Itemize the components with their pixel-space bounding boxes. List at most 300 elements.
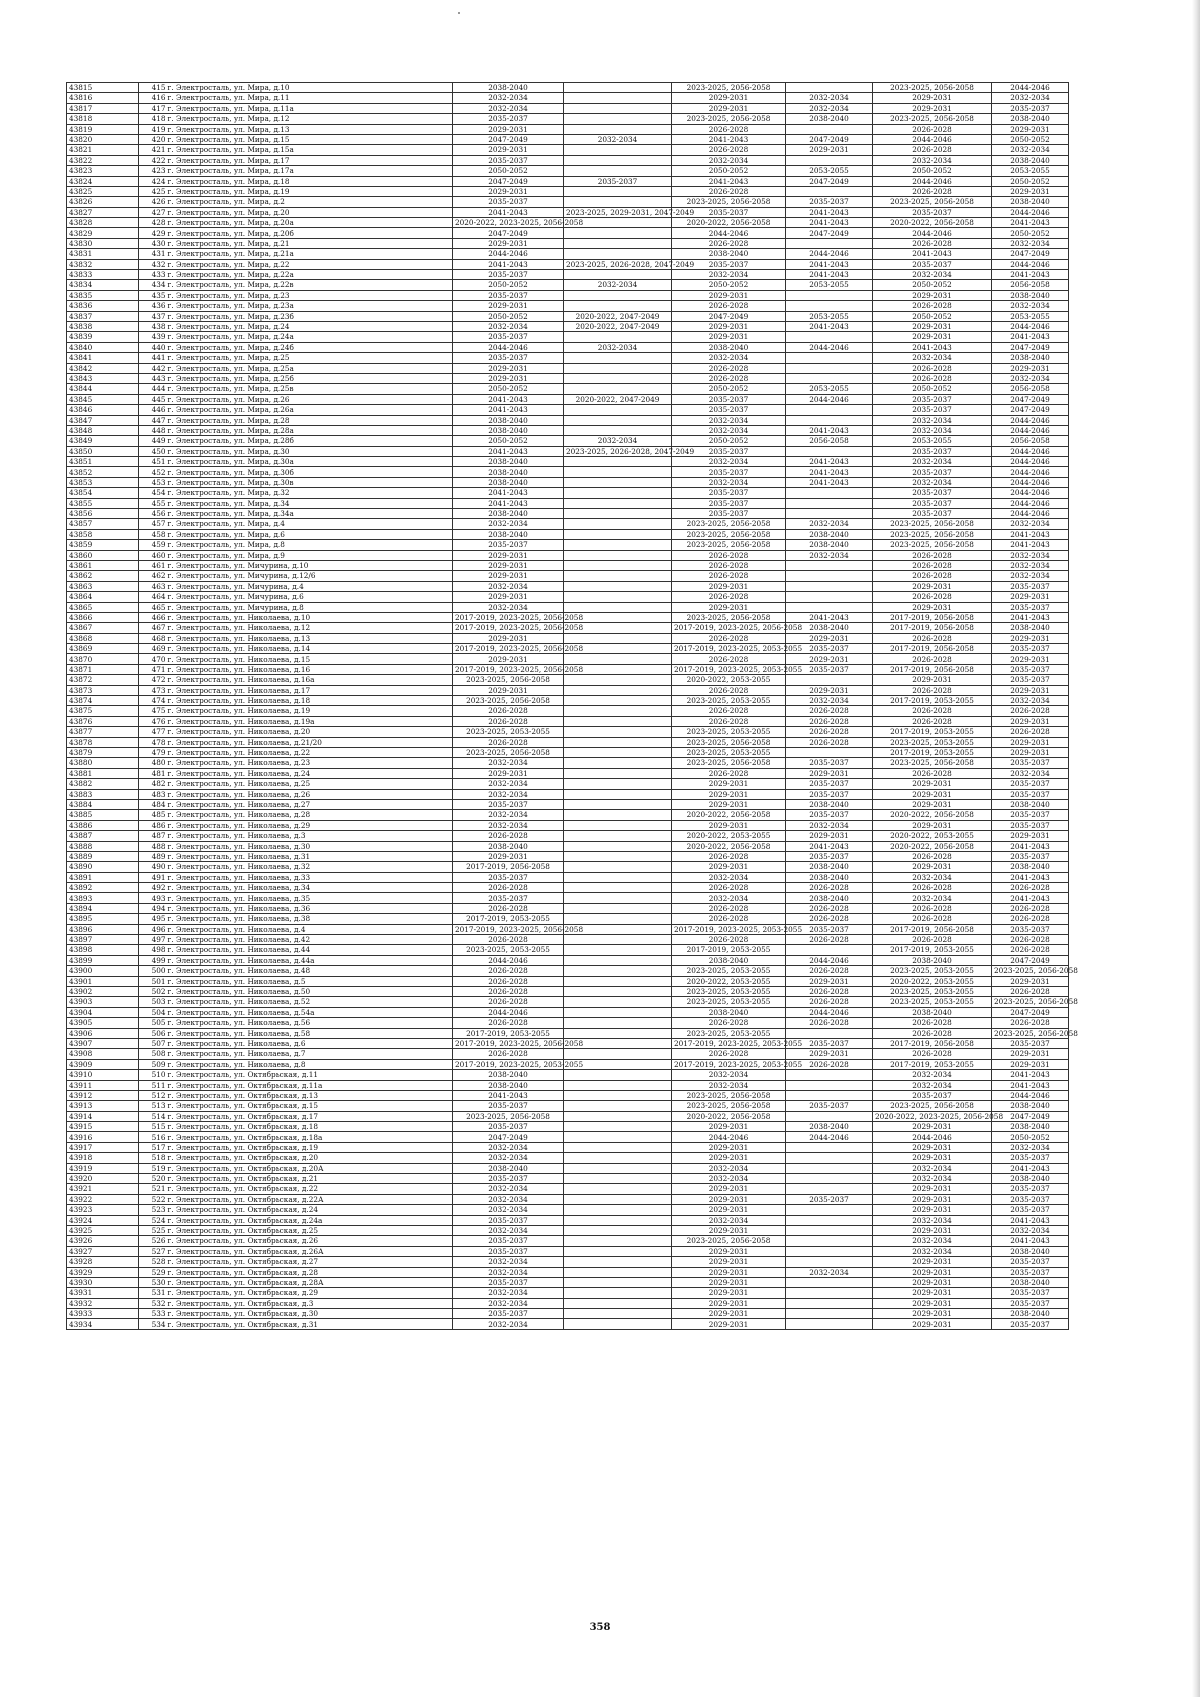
period-cell-2 xyxy=(564,727,672,737)
address-cell: г. Электросталь, ул. Николаева, д.44а xyxy=(167,955,453,965)
period-cell-5: 2032-2034 xyxy=(873,1070,992,1080)
period-cell-4: 2032-2034 xyxy=(786,103,873,113)
table-row xyxy=(67,779,1069,789)
table-row xyxy=(67,1267,1069,1277)
period-cell-4 xyxy=(786,602,873,612)
row-id-cell: 43922 xyxy=(67,1194,139,1204)
table-row xyxy=(67,353,1069,363)
period-cell-6: 2041-2043 xyxy=(992,540,1069,550)
table-row xyxy=(67,602,1069,612)
period-cell-5: 2017-2019, 2056-2058 xyxy=(873,924,992,934)
period-cell-3: 2050-2052 xyxy=(672,384,786,394)
row-id-cell: 43911 xyxy=(67,1080,139,1090)
period-cell-4 xyxy=(786,748,873,758)
row-seq-cell: 453 xyxy=(139,477,167,487)
period-cell-6: 2035-2037 xyxy=(992,581,1069,591)
address-cell: г. Электросталь, ул. Октябрьская, д.15 xyxy=(167,1101,453,1111)
table-row xyxy=(67,758,1069,768)
period-cell-5: 2026-2028 xyxy=(873,935,992,945)
period-cell-1: 2029-2031 xyxy=(453,633,564,643)
table-row xyxy=(67,207,1069,217)
period-cell-5: 2050-2052 xyxy=(873,384,992,394)
period-cell-1: 2032-2034 xyxy=(453,321,564,331)
row-seq-cell: 471 xyxy=(139,664,167,674)
row-seq-cell: 481 xyxy=(139,768,167,778)
period-cell-2: 2020-2022, 2047-2049 xyxy=(564,394,672,404)
period-cell-6: 2026-2028 xyxy=(992,914,1069,924)
address-cell: г. Электросталь, ул. Мира, д.28а xyxy=(167,425,453,435)
period-cell-6: 2029-2031 xyxy=(992,976,1069,986)
address-cell: г. Электросталь, ул. Мира, д.9 xyxy=(167,550,453,560)
table-row xyxy=(67,986,1069,996)
table-row xyxy=(67,955,1069,965)
row-id-cell: 43824 xyxy=(67,176,139,186)
period-cell-3: 2026-2028 xyxy=(672,1018,786,1028)
period-cell-4: 2038-2040 xyxy=(786,114,873,124)
period-cell-6: 2038-2040 xyxy=(992,1246,1069,1256)
period-cell-1: 2032-2034 xyxy=(453,1288,564,1298)
period-cell-6: 2035-2037 xyxy=(992,1298,1069,1308)
period-cell-5: 2032-2034 xyxy=(873,1215,992,1225)
period-cell-2 xyxy=(564,986,672,996)
period-cell-2: 2032-2034 xyxy=(564,134,672,144)
row-seq-cell: 444 xyxy=(139,384,167,394)
table-row xyxy=(67,841,1069,851)
period-cell-2 xyxy=(564,509,672,519)
period-cell-2 xyxy=(564,1153,672,1163)
period-cell-5: 2035-2037 xyxy=(873,467,992,477)
period-cell-2 xyxy=(564,290,672,300)
period-cell-4: 2035-2037 xyxy=(786,924,873,934)
table-row xyxy=(67,394,1069,404)
period-cell-2 xyxy=(564,1184,672,1194)
period-cell-5: 2023-2025, 2053-2055 xyxy=(873,966,992,976)
period-cell-6: 2026-2028 xyxy=(992,727,1069,737)
period-cell-1: 2026-2028 xyxy=(453,706,564,716)
period-cell-5: 2020-2022, 2056-2058 xyxy=(873,218,992,228)
table-row xyxy=(67,1288,1069,1298)
period-cell-4 xyxy=(786,1277,873,1287)
table-row xyxy=(67,862,1069,872)
period-cell-6: 2026-2028 xyxy=(992,935,1069,945)
period-cell-2 xyxy=(564,789,672,799)
period-cell-6: 2026-2028 xyxy=(992,945,1069,955)
table-row xyxy=(67,696,1069,706)
table-row xyxy=(67,675,1069,685)
period-cell-3: 2023-2025, 2056-2058 xyxy=(672,737,786,747)
period-cell-5: 2026-2028 xyxy=(873,238,992,248)
period-cell-6: 2044-2046 xyxy=(992,83,1069,93)
table-row xyxy=(67,571,1069,581)
period-cell-4 xyxy=(786,301,873,311)
row-id-cell: 43886 xyxy=(67,820,139,830)
period-cell-3: 2026-2028 xyxy=(672,935,786,945)
period-cell-6: 2041-2043 xyxy=(992,893,1069,903)
period-cell-6: 2032-2034 xyxy=(992,238,1069,248)
period-cell-4 xyxy=(786,560,873,570)
period-cell-1: 2026-2028 xyxy=(453,883,564,893)
row-seq-cell: 520 xyxy=(139,1174,167,1184)
period-cell-3: 2026-2028 xyxy=(672,145,786,155)
row-id-cell: 43885 xyxy=(67,810,139,820)
period-cell-5: 2026-2028 xyxy=(873,633,992,643)
period-cell-5: 2020-2022, 2056-2058 xyxy=(873,810,992,820)
period-cell-5: 2035-2037 xyxy=(873,498,992,508)
period-cell-1: 2044-2046 xyxy=(453,955,564,965)
period-cell-6: 2044-2046 xyxy=(992,488,1069,498)
period-cell-4 xyxy=(786,1163,873,1173)
period-cell-5: 2023-2025, 2056-2058 xyxy=(873,1101,992,1111)
period-cell-3: 2032-2034 xyxy=(672,270,786,280)
address-cell: г. Электросталь, ул. Мира, д.30б xyxy=(167,467,453,477)
row-seq-cell: 455 xyxy=(139,498,167,508)
period-cell-1: 2026-2028 xyxy=(453,966,564,976)
period-cell-6: 2038-2040 xyxy=(992,1101,1069,1111)
address-cell: г. Электросталь, ул. Мира, д.24б xyxy=(167,342,453,352)
period-cell-4 xyxy=(786,675,873,685)
period-cell-2: 2032-2034 xyxy=(564,342,672,352)
row-id-cell: 43928 xyxy=(67,1257,139,1267)
table-row xyxy=(67,1090,1069,1100)
row-id-cell: 43899 xyxy=(67,955,139,965)
period-cell-6: 2041-2043 xyxy=(992,612,1069,622)
period-cell-3: 2029-2031 xyxy=(672,1194,786,1204)
row-id-cell: 43882 xyxy=(67,779,139,789)
address-cell: г. Электросталь, ул. Октябрьская, д.13 xyxy=(167,1090,453,1100)
row-id-cell: 43874 xyxy=(67,696,139,706)
scan-speck xyxy=(458,12,460,14)
row-seq-cell: 423 xyxy=(139,166,167,176)
period-cell-2 xyxy=(564,1090,672,1100)
period-cell-1: 2032-2034 xyxy=(453,1298,564,1308)
table-row xyxy=(67,405,1069,415)
period-cell-4 xyxy=(786,1298,873,1308)
period-cell-4: 2026-2028 xyxy=(786,1018,873,1028)
period-cell-2 xyxy=(564,373,672,383)
period-cell-6: 2026-2028 xyxy=(992,706,1069,716)
table-row xyxy=(67,1225,1069,1235)
period-cell-1: 2017-2019, 2053-2055 xyxy=(453,1028,564,1038)
table-row xyxy=(67,145,1069,155)
row-id-cell: 43815 xyxy=(67,83,139,93)
address-cell: г. Электросталь, ул. Мира, д.6 xyxy=(167,529,453,539)
row-seq-cell: 500 xyxy=(139,966,167,976)
period-cell-3: 2017-2019, 2023-2025, 2053-2055 xyxy=(672,664,786,674)
period-cell-1: 2023-2025, 2056-2058 xyxy=(453,1111,564,1121)
period-cell-4: 2035-2037 xyxy=(786,1038,873,1048)
period-cell-4: 2044-2046 xyxy=(786,1007,873,1017)
period-cell-4: 2029-2031 xyxy=(786,976,873,986)
table-row xyxy=(67,550,1069,560)
period-cell-4: 2026-2028 xyxy=(786,727,873,737)
table-row xyxy=(67,737,1069,747)
row-id-cell: 43829 xyxy=(67,228,139,238)
table-row xyxy=(67,1246,1069,1256)
address-cell: г. Электросталь, ул. Николаева, д.42 xyxy=(167,935,453,945)
row-id-cell: 43889 xyxy=(67,851,139,861)
period-cell-4: 2032-2034 xyxy=(786,696,873,706)
address-cell: г. Электросталь, ул. Октябрьская, д.21 xyxy=(167,1174,453,1184)
period-cell-4: 2038-2040 xyxy=(786,872,873,882)
table-row xyxy=(67,1277,1069,1287)
address-cell: г. Электросталь, ул. Октябрьская, д.17 xyxy=(167,1111,453,1121)
period-cell-3: 2017-2019, 2023-2025, 2053-2055 xyxy=(672,1038,786,1048)
row-seq-cell: 434 xyxy=(139,280,167,290)
period-cell-5: 2020-2022, 2023-2025, 2056-2058 xyxy=(873,1111,992,1121)
period-cell-4 xyxy=(786,509,873,519)
table-row xyxy=(67,935,1069,945)
period-cell-6: 2035-2037 xyxy=(992,758,1069,768)
period-cell-1: 2041-2043 xyxy=(453,446,564,456)
table-row xyxy=(67,384,1069,394)
period-cell-1: 2026-2028 xyxy=(453,997,564,1007)
period-cell-6: 2032-2034 xyxy=(992,768,1069,778)
period-cell-5: 2017-2019, 2053-2055 xyxy=(873,696,992,706)
period-cell-1: 2029-2031 xyxy=(453,301,564,311)
row-seq-cell: 512 xyxy=(139,1090,167,1100)
period-cell-1: 2032-2034 xyxy=(453,93,564,103)
row-seq-cell: 462 xyxy=(139,571,167,581)
period-cell-2 xyxy=(564,114,672,124)
period-cell-3: 2032-2034 xyxy=(672,425,786,435)
period-cell-2 xyxy=(564,758,672,768)
period-cell-5: 2020-2022, 2056-2058 xyxy=(873,841,992,851)
period-cell-4 xyxy=(786,1080,873,1090)
row-id-cell: 43847 xyxy=(67,415,139,425)
schedule-table xyxy=(66,82,1078,1330)
table-row xyxy=(67,1205,1069,1215)
table-row xyxy=(67,1298,1069,1308)
row-id-cell: 43838 xyxy=(67,321,139,331)
period-cell-6: 2053-2055 xyxy=(992,311,1069,321)
period-cell-1: 2032-2034 xyxy=(453,1205,564,1215)
period-cell-6: 2035-2037 xyxy=(992,644,1069,654)
row-id-cell: 43860 xyxy=(67,550,139,560)
period-cell-3: 2020-2022, 2053-2055 xyxy=(672,675,786,685)
period-cell-6: 2038-2040 xyxy=(992,114,1069,124)
period-cell-3: 2023-2025, 2056-2058 xyxy=(672,758,786,768)
period-cell-5: 2044-2046 xyxy=(873,134,992,144)
row-seq-cell: 502 xyxy=(139,986,167,996)
address-cell: г. Электросталь, ул. Николаева, д.44 xyxy=(167,945,453,955)
period-cell-2: 2032-2034 xyxy=(564,280,672,290)
period-cell-4 xyxy=(786,1184,873,1194)
address-cell: г. Электросталь, ул. Мира, д.23 xyxy=(167,290,453,300)
table-row xyxy=(67,457,1069,467)
row-seq-cell: 463 xyxy=(139,581,167,591)
period-cell-1: 2035-2037 xyxy=(453,1215,564,1225)
row-id-cell: 43866 xyxy=(67,612,139,622)
period-cell-1: 2023-2025, 2053-2055 xyxy=(453,945,564,955)
period-cell-1: 2035-2037 xyxy=(453,353,564,363)
row-seq-cell: 501 xyxy=(139,976,167,986)
period-cell-2 xyxy=(564,1101,672,1111)
period-cell-4: 2029-2031 xyxy=(786,633,873,643)
row-seq-cell: 534 xyxy=(139,1319,167,1329)
address-cell: г. Электросталь, ул. Мичурина, д.8 xyxy=(167,602,453,612)
period-cell-5: 2026-2028 xyxy=(873,706,992,716)
period-cell-3: 2035-2037 xyxy=(672,394,786,404)
row-seq-cell: 485 xyxy=(139,810,167,820)
row-seq-cell: 429 xyxy=(139,228,167,238)
row-seq-cell: 522 xyxy=(139,1194,167,1204)
period-cell-2 xyxy=(564,353,672,363)
table-row xyxy=(67,321,1069,331)
period-cell-5: 2035-2037 xyxy=(873,405,992,415)
period-cell-5: 2032-2034 xyxy=(873,457,992,467)
row-seq-cell: 495 xyxy=(139,914,167,924)
row-id-cell: 43868 xyxy=(67,633,139,643)
address-cell: г. Электросталь, ул. Мира, д.23б xyxy=(167,311,453,321)
period-cell-2 xyxy=(564,457,672,467)
period-cell-6: 2029-2031 xyxy=(992,186,1069,196)
row-seq-cell: 491 xyxy=(139,872,167,882)
period-cell-2 xyxy=(564,1174,672,1184)
period-cell-2 xyxy=(564,1215,672,1225)
address-cell: г. Электросталь, ул. Октябрьская, д.28А xyxy=(167,1277,453,1287)
period-cell-2 xyxy=(564,363,672,373)
period-cell-1: 2029-2031 xyxy=(453,654,564,664)
row-id-cell: 43914 xyxy=(67,1111,139,1121)
period-cell-1: 2026-2028 xyxy=(453,716,564,726)
period-cell-1: 2032-2034 xyxy=(453,1184,564,1194)
period-cell-5: 2032-2034 xyxy=(873,893,992,903)
period-cell-6: 2038-2040 xyxy=(992,197,1069,207)
period-cell-5: 2029-2031 xyxy=(873,1298,992,1308)
table-row xyxy=(67,966,1069,976)
period-cell-4 xyxy=(786,405,873,415)
period-cell-6: 2041-2043 xyxy=(992,1236,1069,1246)
row-seq-cell: 439 xyxy=(139,332,167,342)
table-row xyxy=(67,124,1069,134)
period-cell-4: 2044-2046 xyxy=(786,394,873,404)
row-id-cell: 43920 xyxy=(67,1174,139,1184)
row-id-cell: 43881 xyxy=(67,768,139,778)
period-cell-4: 2026-2028 xyxy=(786,1059,873,1069)
period-cell-6: 2029-2031 xyxy=(992,1059,1069,1069)
address-cell: г. Электросталь, ул. Николаева, д.33 xyxy=(167,872,453,882)
period-cell-5: 2038-2040 xyxy=(873,955,992,965)
table-row xyxy=(67,1309,1069,1319)
row-seq-cell: 516 xyxy=(139,1132,167,1142)
row-id-cell: 43855 xyxy=(67,498,139,508)
table-row xyxy=(67,612,1069,622)
row-seq-cell: 529 xyxy=(139,1267,167,1277)
address-cell: г. Электросталь, ул. Мира, д.28б xyxy=(167,436,453,446)
row-seq-cell: 458 xyxy=(139,529,167,539)
table-row xyxy=(67,509,1069,519)
address-cell: г. Электросталь, ул. Мира, д.15 xyxy=(167,134,453,144)
period-cell-3: 2035-2037 xyxy=(672,467,786,477)
period-cell-2 xyxy=(564,145,672,155)
period-cell-5: 2017-2019, 2056-2058 xyxy=(873,623,992,633)
period-cell-1: 2038-2040 xyxy=(453,467,564,477)
address-cell: г. Электросталь, ул. Николаева, д.30 xyxy=(167,841,453,851)
period-cell-2 xyxy=(564,550,672,560)
period-cell-4: 2029-2031 xyxy=(786,831,873,841)
period-cell-2 xyxy=(564,405,672,415)
period-cell-6: 2047-2049 xyxy=(992,955,1069,965)
period-cell-2 xyxy=(564,197,672,207)
address-cell: г. Электросталь, ул. Николаева, д.5 xyxy=(167,976,453,986)
row-id-cell: 43915 xyxy=(67,1122,139,1132)
row-seq-cell: 499 xyxy=(139,955,167,965)
period-cell-6: 2032-2034 xyxy=(992,1142,1069,1152)
row-seq-cell: 431 xyxy=(139,249,167,259)
row-id-cell: 43910 xyxy=(67,1070,139,1080)
row-seq-cell: 473 xyxy=(139,685,167,695)
period-cell-5: 2017-2019, 2053-2055 xyxy=(873,1059,992,1069)
period-cell-6: 2047-2049 xyxy=(992,405,1069,415)
period-cell-6: 2035-2037 xyxy=(992,924,1069,934)
address-cell: г. Электросталь, ул. Николаева, д.29 xyxy=(167,820,453,830)
row-seq-cell: 460 xyxy=(139,550,167,560)
period-cell-5: 2020-2022, 2053-2055 xyxy=(873,831,992,841)
row-id-cell: 43931 xyxy=(67,1288,139,1298)
row-seq-cell: 523 xyxy=(139,1205,167,1215)
table-row xyxy=(67,103,1069,113)
period-cell-5: 2023-2025, 2053-2055 xyxy=(873,986,992,996)
period-cell-3: 2035-2037 xyxy=(672,207,786,217)
period-cell-4 xyxy=(786,571,873,581)
period-cell-4: 2035-2037 xyxy=(786,851,873,861)
table-row xyxy=(67,560,1069,570)
period-cell-4 xyxy=(786,488,873,498)
row-id-cell: 43840 xyxy=(67,342,139,352)
period-cell-3: 2047-2049 xyxy=(672,311,786,321)
table-row xyxy=(67,446,1069,456)
period-cell-3: 2026-2028 xyxy=(672,685,786,695)
address-cell: г. Электросталь, ул. Николаева, д.16а xyxy=(167,675,453,685)
period-cell-5: 2026-2028 xyxy=(873,301,992,311)
period-cell-4: 2035-2037 xyxy=(786,810,873,820)
period-cell-4: 2026-2028 xyxy=(786,997,873,1007)
period-cell-5: 2029-2031 xyxy=(873,862,992,872)
table-row xyxy=(67,1163,1069,1173)
period-cell-3: 2026-2028 xyxy=(672,363,786,373)
period-cell-4: 2026-2028 xyxy=(786,966,873,976)
period-cell-3: 2023-2025, 2056-2058 xyxy=(672,540,786,550)
period-cell-6: 2038-2040 xyxy=(992,1122,1069,1132)
period-cell-3: 2023-2025, 2053-2055 xyxy=(672,966,786,976)
period-cell-1: 2032-2034 xyxy=(453,1257,564,1267)
period-cell-6: 2044-2046 xyxy=(992,321,1069,331)
period-cell-1: 2038-2040 xyxy=(453,457,564,467)
table-row xyxy=(67,218,1069,228)
row-seq-cell: 421 xyxy=(139,145,167,155)
period-cell-1: 2035-2037 xyxy=(453,799,564,809)
period-cell-3: 2026-2028 xyxy=(672,633,786,643)
period-cell-3: 2050-2052 xyxy=(672,436,786,446)
period-cell-3: 2035-2037 xyxy=(672,509,786,519)
period-cell-5: 2026-2028 xyxy=(873,903,992,913)
period-cell-3: 2029-2031 xyxy=(672,602,786,612)
row-id-cell: 43896 xyxy=(67,924,139,934)
table-row xyxy=(67,1174,1069,1184)
period-cell-4: 2041-2043 xyxy=(786,841,873,851)
period-cell-4: 2041-2043 xyxy=(786,218,873,228)
row-seq-cell: 504 xyxy=(139,1007,167,1017)
table-row xyxy=(67,623,1069,633)
period-cell-5: 2029-2031 xyxy=(873,1309,992,1319)
row-seq-cell: 479 xyxy=(139,748,167,758)
row-id-cell: 43857 xyxy=(67,519,139,529)
period-cell-6: 2035-2037 xyxy=(992,602,1069,612)
table-row xyxy=(67,498,1069,508)
period-cell-4 xyxy=(786,415,873,425)
period-cell-1: 2029-2031 xyxy=(453,373,564,383)
period-cell-6: 2047-2049 xyxy=(992,1111,1069,1121)
